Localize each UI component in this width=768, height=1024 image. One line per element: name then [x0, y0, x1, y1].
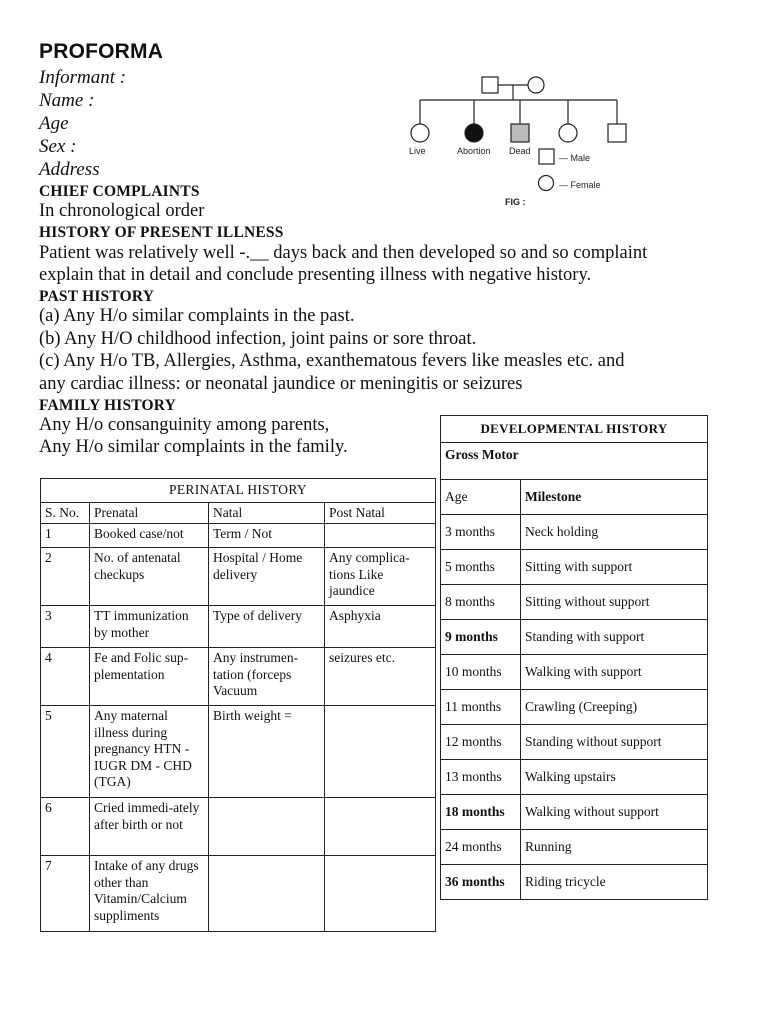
past-history-item: (c) Any H/o TB, Allergies, Asthma, exanthematous fevers like measles etc. and [39, 351, 625, 371]
table-row [441, 585, 708, 620]
age-field: Age [39, 113, 69, 134]
table-cell: Birth weight = [209, 706, 325, 798]
table-cell: Fe and Folic sup-plementation [90, 648, 209, 706]
table-cell: 3 months [441, 515, 521, 550]
male-legend-square [539, 149, 554, 164]
table-header-row [41, 502, 436, 524]
family-history-line: Any H/o similar complaints in the family. [39, 437, 348, 457]
present-illness-heading: HISTORY OF PRESENT ILLNESS [39, 224, 284, 241]
table-cell: 18 months [441, 795, 521, 830]
table-cell: 36 months [441, 865, 521, 900]
family-history-line: Any H/o consanguinity among parents, [39, 415, 330, 435]
table-cell: 12 months [441, 725, 521, 760]
name-field: Name : [39, 90, 95, 111]
past-history-item: any cardiac illness: or neonatal jaundice or meningitis or seizures [39, 374, 523, 394]
table-cell: Intake of any drugs other than Vitamin/Calcium suppliments [90, 856, 209, 932]
table-cell: 7 [41, 856, 90, 932]
table-cell: 5 months [441, 550, 521, 585]
sex-field: Sex : [39, 136, 77, 157]
table-cell: 24 months [441, 830, 521, 865]
perinatal-caption: PERINATAL HISTORY [41, 479, 436, 503]
table-cell: Standing without support [521, 725, 708, 760]
table-row [41, 706, 436, 798]
table-cell: 9 months [441, 620, 521, 655]
table-row [441, 760, 708, 795]
table-cell: Any maternal illness during pregnancy HTN - IUGR DM - CHD (TGA) [90, 706, 209, 798]
table-cell: Running [521, 830, 708, 865]
column-header: Prenatal [90, 502, 209, 524]
table-cell: 6 [41, 798, 90, 856]
table-cell: Crawling (Creeping) [521, 690, 708, 725]
page-title: PROFORMA [39, 40, 164, 63]
table-cell: Walking without support [521, 795, 708, 830]
chief-complaints-heading: CHIEF COMPLAINTS [39, 183, 200, 200]
table-cell [325, 798, 436, 856]
informant-field: Informant : [39, 67, 127, 88]
table-row [41, 856, 436, 932]
table-row [441, 795, 708, 830]
table-cell: seizures etc. [325, 648, 436, 706]
table-cell: Walking with support [521, 655, 708, 690]
pedigree-chart [385, 62, 655, 212]
table-cell: 5 [41, 706, 90, 798]
table-cell: 8 months [441, 585, 521, 620]
table-row [441, 655, 708, 690]
table-cell: 13 months [441, 760, 521, 795]
table-cell: Asphyxia [325, 606, 436, 648]
past-history-item: (b) Any H/O childhood infection, joint pains or sore throat. [39, 329, 477, 349]
past-history-heading: PAST HISTORY [39, 288, 155, 305]
pedigree-figure [385, 62, 655, 212]
table-row [441, 620, 708, 655]
fig-label: FIG : [505, 197, 526, 207]
table-row [441, 865, 708, 900]
table-cell: Cried immedi-ately after birth or not [90, 798, 209, 856]
column-header: Milestone [521, 480, 708, 515]
abortion-label: Abortion [457, 146, 491, 156]
developmental-caption: DEVELOPMENTAL HISTORY [441, 416, 708, 443]
perinatal-history-table [40, 478, 436, 932]
table-cell: Hospital / Home delivery [209, 548, 325, 606]
mother-circle [528, 77, 544, 93]
table-row [441, 690, 708, 725]
table-cell [325, 856, 436, 932]
table-cell: 3 [41, 606, 90, 648]
table-row [441, 830, 708, 865]
female-label: — Female [559, 180, 601, 190]
table-cell: TT immunization by mother [90, 606, 209, 648]
table-cell: Walking upstairs [521, 760, 708, 795]
table-cell: Booked case/not [90, 524, 209, 548]
table-row [41, 648, 436, 706]
table-cell [325, 524, 436, 548]
table-row [441, 725, 708, 760]
present-illness-line: Patient was relatively well -.__ days back and then developed so and so complaint [39, 243, 648, 263]
gross-motor-subheading: Gross Motor [441, 443, 708, 480]
table-cell: Term / Not [209, 524, 325, 548]
table-cell: Type of delivery [209, 606, 325, 648]
sibling-square [608, 124, 626, 142]
table-cell [209, 856, 325, 932]
table-row [41, 606, 436, 648]
female-legend-circle [539, 176, 554, 191]
sibling-circle [559, 124, 577, 142]
table-cell: Standing with support [521, 620, 708, 655]
table-cell: Sitting with support [521, 550, 708, 585]
table-header-row [441, 480, 708, 515]
table-cell: 2 [41, 548, 90, 606]
column-header: Post Natal [325, 502, 436, 524]
present-illness-line: explain that in detail and conclude presenting illness with negative history. [39, 265, 592, 285]
table-cell: Neck holding [521, 515, 708, 550]
family-history-heading: FAMILY HISTORY [39, 397, 177, 414]
live-label: Live [409, 146, 426, 156]
column-header: Age [441, 480, 521, 515]
table-cell [325, 706, 436, 798]
developmental-history-table [440, 415, 708, 900]
table-cell: No. of antenatal checkups [90, 548, 209, 606]
table-cell: 10 months [441, 655, 521, 690]
table-row [41, 524, 436, 548]
column-header: S. No. [41, 502, 90, 524]
male-label: — Male [559, 153, 591, 163]
table-row [41, 798, 436, 856]
table-cell: 4 [41, 648, 90, 706]
chief-complaints-text: In chronological order [39, 201, 205, 221]
past-history-item: (a) Any H/o similar complaints in the past. [39, 306, 355, 326]
abortion-circle [465, 124, 483, 142]
dead-label: Dead [509, 146, 531, 156]
address-field: Address [39, 159, 100, 180]
table-cell: Riding tricycle [521, 865, 708, 900]
table-cell: Any complica-tions Like jaundice [325, 548, 436, 606]
dead-square [511, 124, 529, 142]
live-circle [411, 124, 429, 142]
table-cell [209, 798, 325, 856]
table-row [441, 550, 708, 585]
table-cell: 11 months [441, 690, 521, 725]
table-row [41, 548, 436, 606]
table-cell: Any instrumen-tation (forceps Vacuum [209, 648, 325, 706]
table-row [441, 515, 708, 550]
column-header: Natal [209, 502, 325, 524]
table-cell: Sitting without support [521, 585, 708, 620]
father-square [482, 77, 498, 93]
table-cell: 1 [41, 524, 90, 548]
